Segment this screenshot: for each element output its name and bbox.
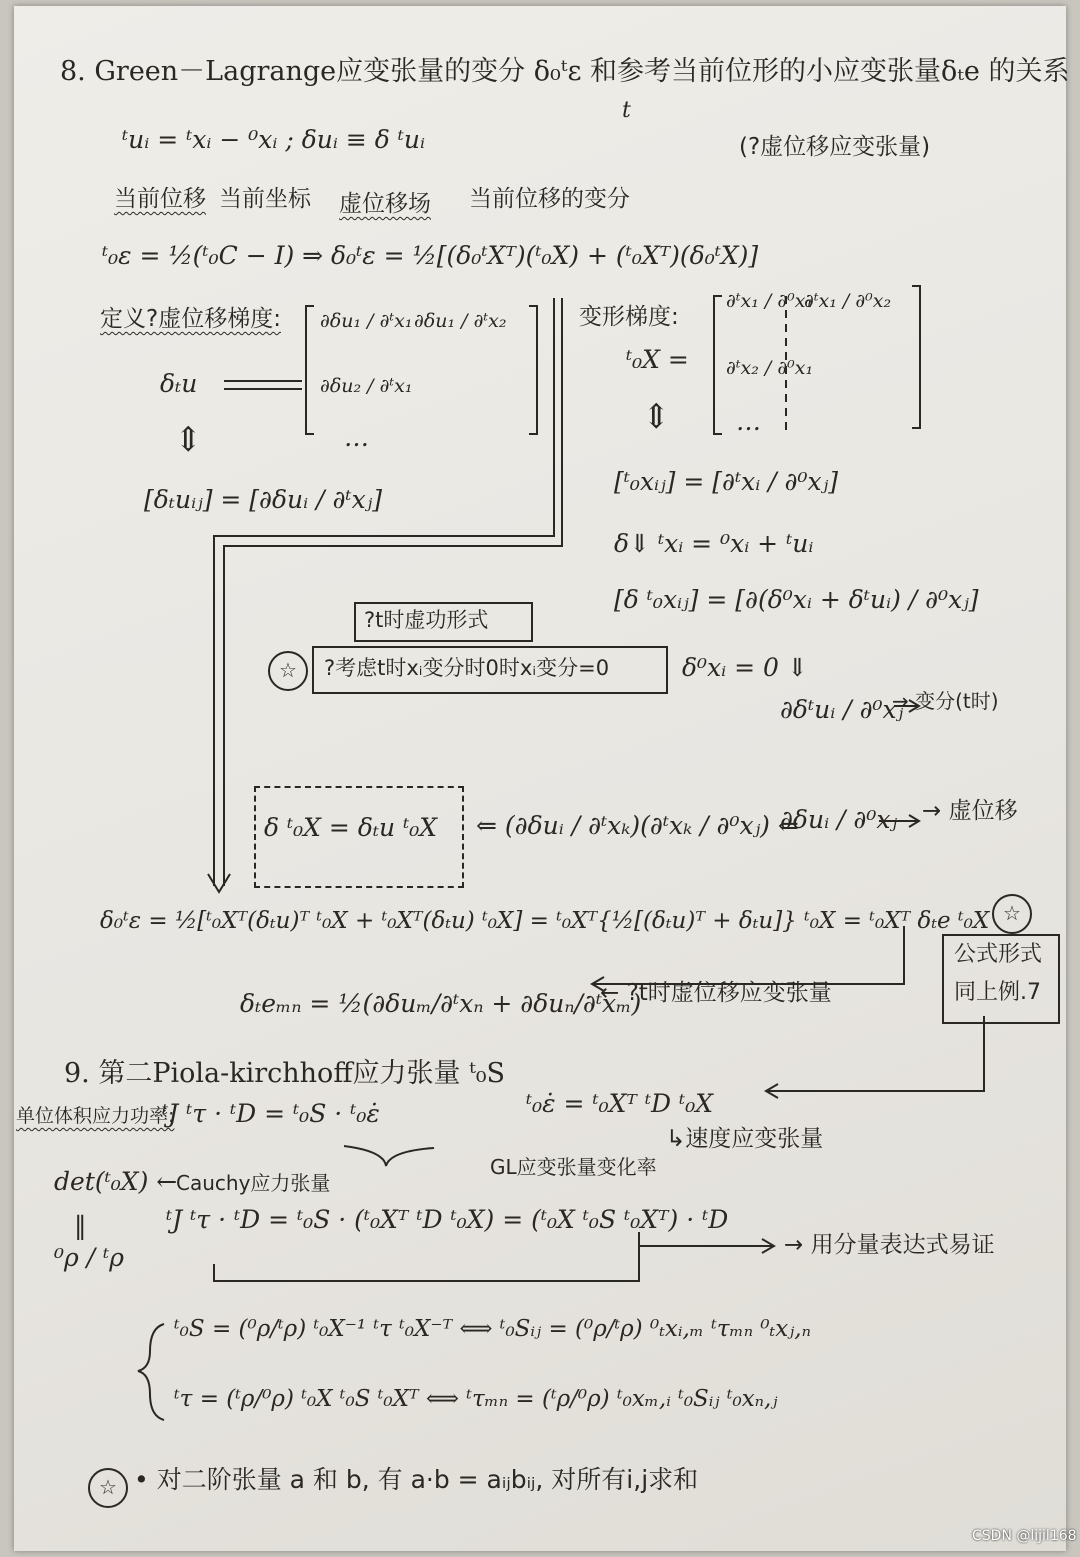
deformation-entry-11: ∂ᵗx₁ / ∂⁰x₁ <box>726 290 814 312</box>
cauchy-label: Cauchy应力张量 <box>176 1171 331 1195</box>
deformation-equivalence-arrow: ⇕ <box>642 397 671 437</box>
question-box-2 <box>312 646 668 694</box>
determinant: det(ᵗ₀X) ← <box>54 1167 178 1196</box>
label-current-displacement: 当前位移 <box>114 186 206 212</box>
variation-result: ∂δᵗuᵢ / ∂⁰xⱼ <box>780 695 904 724</box>
deformation-dots: … <box>736 407 761 436</box>
matrix-entry-12: ∂δu₁ / ∂ᵗx₂ <box>414 310 507 332</box>
unit-power-label: 单位体积应力功率: <box>16 1105 175 1127</box>
zero-variation: δ⁰xᵢ = 0 ⇓ <box>682 653 808 682</box>
t-note: t <box>622 98 631 123</box>
strain-rate-equation: ᵗ₀ε̇ = ᵗ₀Xᵀ ᵗD ᵗ₀X <box>526 1089 714 1118</box>
variation-step: δ⇓ ᵗxᵢ = ⁰xᵢ + ᵗuᵢ <box>614 529 814 558</box>
gl-rate-label: GL应变张量变化率 <box>490 1155 657 1179</box>
section-9-heading: 9. 第二Piola-kirchhoff应力张量 ᵗ₀S <box>64 1058 506 1089</box>
formal-line-2: 同上例.7 <box>954 980 1041 1005</box>
star-mark-icon-3: ☆ <box>88 1468 128 1508</box>
deformation-components: [ᵗ₀xᵢⱼ] = [∂ᵗxᵢ / ∂⁰xⱼ] <box>614 467 838 496</box>
star-mark-icon-2: ☆ <box>992 894 1032 934</box>
virtual-strain-components: δₜeₘₙ = ½(∂δuₘ/∂ᵗxₙ + ∂δuₙ/∂ᵗxₘ) <box>240 989 642 1018</box>
formal-box <box>942 934 1060 1024</box>
label-virtual-displacement: 虚位移场 <box>339 191 431 217</box>
strain-variation-equation: δ₀ᵗε = ½[ᵗ₀Xᵀ(δₜu)ᵀ ᵗ₀X + ᵗ₀Xᵀ(δₜu) ᵗ₀X] = ᵗ₀Xᵀ{½[(δₜu)ᵀ + δₜu]} ᵗ₀X = ᵗ₀Xᵀ δₜe ᵗ₀X <box>100 908 990 934</box>
displacement-definition: ᵗuᵢ = ᵗxᵢ − ⁰xᵢ ; δuᵢ ≡ δ ᵗuᵢ <box>122 125 426 154</box>
question-box-1 <box>354 602 533 642</box>
virtual-note: → 虚位移 <box>922 798 1018 824</box>
question-2-text: ?考虑t时xᵢ变分时0时xᵢ变分=0 <box>324 656 610 680</box>
chain-result: δ ᵗ₀X = δₜu ᵗ₀X <box>264 813 438 842</box>
variation-note: → 变分(t时) <box>892 689 999 713</box>
matrix-dots: … <box>344 423 369 452</box>
stress-power-expanded: ᵗJ ᵗτ · ᵗD = ᵗ₀S · (ᵗ₀Xᵀ ᵗD ᵗ₀X) = (ᵗ₀X ᵗ₀S ᵗ₀Xᵀ) · ᵗD <box>166 1205 729 1234</box>
deformation-variation: [δ ᵗ₀xᵢⱼ] = [∂(δ⁰xᵢ + δᵗuᵢ) / ∂⁰xⱼ] <box>614 585 979 614</box>
component-proof-note: → 用分量表达式易证 <box>784 1232 995 1258</box>
notebook-page <box>14 6 1077 1551</box>
equivalence-arrow: ⇕ <box>174 420 203 460</box>
chain-rule: ⇐ (∂δuᵢ / ∂ᵗxₖ)(∂ᵗxₖ / ∂⁰xⱼ) ⇐ <box>476 811 799 840</box>
deformation-entry-21: ∂ᵗx₂ / ∂⁰x₁ <box>726 357 814 379</box>
density-ratio: ⁰ρ / ᵗρ <box>54 1243 124 1272</box>
deformation-gradient-label: 变形梯度: <box>579 304 679 330</box>
star-mark-icon: ☆ <box>268 651 308 691</box>
green-lagrange-equation: ᵗ₀ε = ½(ᵗ₀C − I) ⇒ δ₀ᵗε = ½[(δ₀ᵗXᵀ)(ᵗ₀X) + (ᵗ₀Xᵀ)(δ₀ᵗX)] <box>102 241 759 270</box>
matrix-entry-11: ∂δu₁ / ∂ᵗx₁ <box>320 310 413 332</box>
stress-power-equation: ᵗJ ᵗτ · ᵗD = ᵗ₀S · ᵗ₀ε̇ <box>162 1099 380 1128</box>
formal-line-1: 公式形式 <box>954 942 1043 967</box>
label-displacement-variation: 当前位移的变分 <box>469 186 630 212</box>
label-current-coordinate: 当前坐标 <box>219 186 311 212</box>
virtual-strain-note-2: ← ?t时虚位移应变张量 <box>600 980 832 1006</box>
deformation-entry-12: ∂ᵗx₁ / ∂⁰x₂ <box>804 290 892 312</box>
chain-result-box <box>254 786 464 888</box>
matrix-entry-21: ∂δu₂ / ∂ᵗx₁ <box>320 375 413 397</box>
velocity-strain-label: ↳速度应变张量 <box>666 1126 824 1152</box>
cauchy-relation: ᵗτ = (ᵗρ/⁰ρ) ᵗ₀X ᵗ₀S ᵗ₀Xᵀ ⟺ ᵗτₘₙ = (ᵗρ/⁰ρ) ᵗ₀xₘ,ᵢ ᵗ₀Sᵢⱼ ᵗ₀xₙ,ⱼ <box>174 1386 778 1412</box>
equals-sign: ‖ <box>74 1211 87 1240</box>
virtual-gradient-label: 定义?虚位移梯度: <box>100 306 281 332</box>
virtual-gradient-components: [δₜuᵢⱼ] = [∂δuᵢ / ∂ᵗxⱼ] <box>144 485 383 514</box>
section-8-heading: 8. Green－Lagrange应变张量的变分 δ₀ᵗε 和参考当前位形的小应变张量δₜe 的关系 <box>60 56 1070 87</box>
watermark: CSDN @lijil168 <box>972 1528 1077 1544</box>
pk2-relation: ᵗ₀S = (⁰ρ/ᵗρ) ᵗ₀X⁻¹ ᵗτ ᵗ₀X⁻ᵀ ⟺ ᵗ₀Sᵢⱼ = (⁰ρ/ᵗρ) ⁰ₜxᵢ,ₘ ᵗτₘₙ ⁰ₜxⱼ,ₙ <box>174 1316 811 1342</box>
question-1-text: ?t时虚功形式 <box>364 608 489 632</box>
virtual-gradient-symbol: δₜu <box>160 369 198 398</box>
virtual-strain-note: (?虚位移应变张量) <box>739 134 931 160</box>
virtual-result: ∂δuᵢ / ∂⁰xⱼ <box>780 805 898 834</box>
deformation-gradient-symbol: ᵗ₀X = <box>626 345 689 374</box>
footnote: • 对二阶张量 a 和 b, 有 a·b = aᵢⱼbᵢⱼ, 对所有i,j求和 <box>134 1465 699 1494</box>
